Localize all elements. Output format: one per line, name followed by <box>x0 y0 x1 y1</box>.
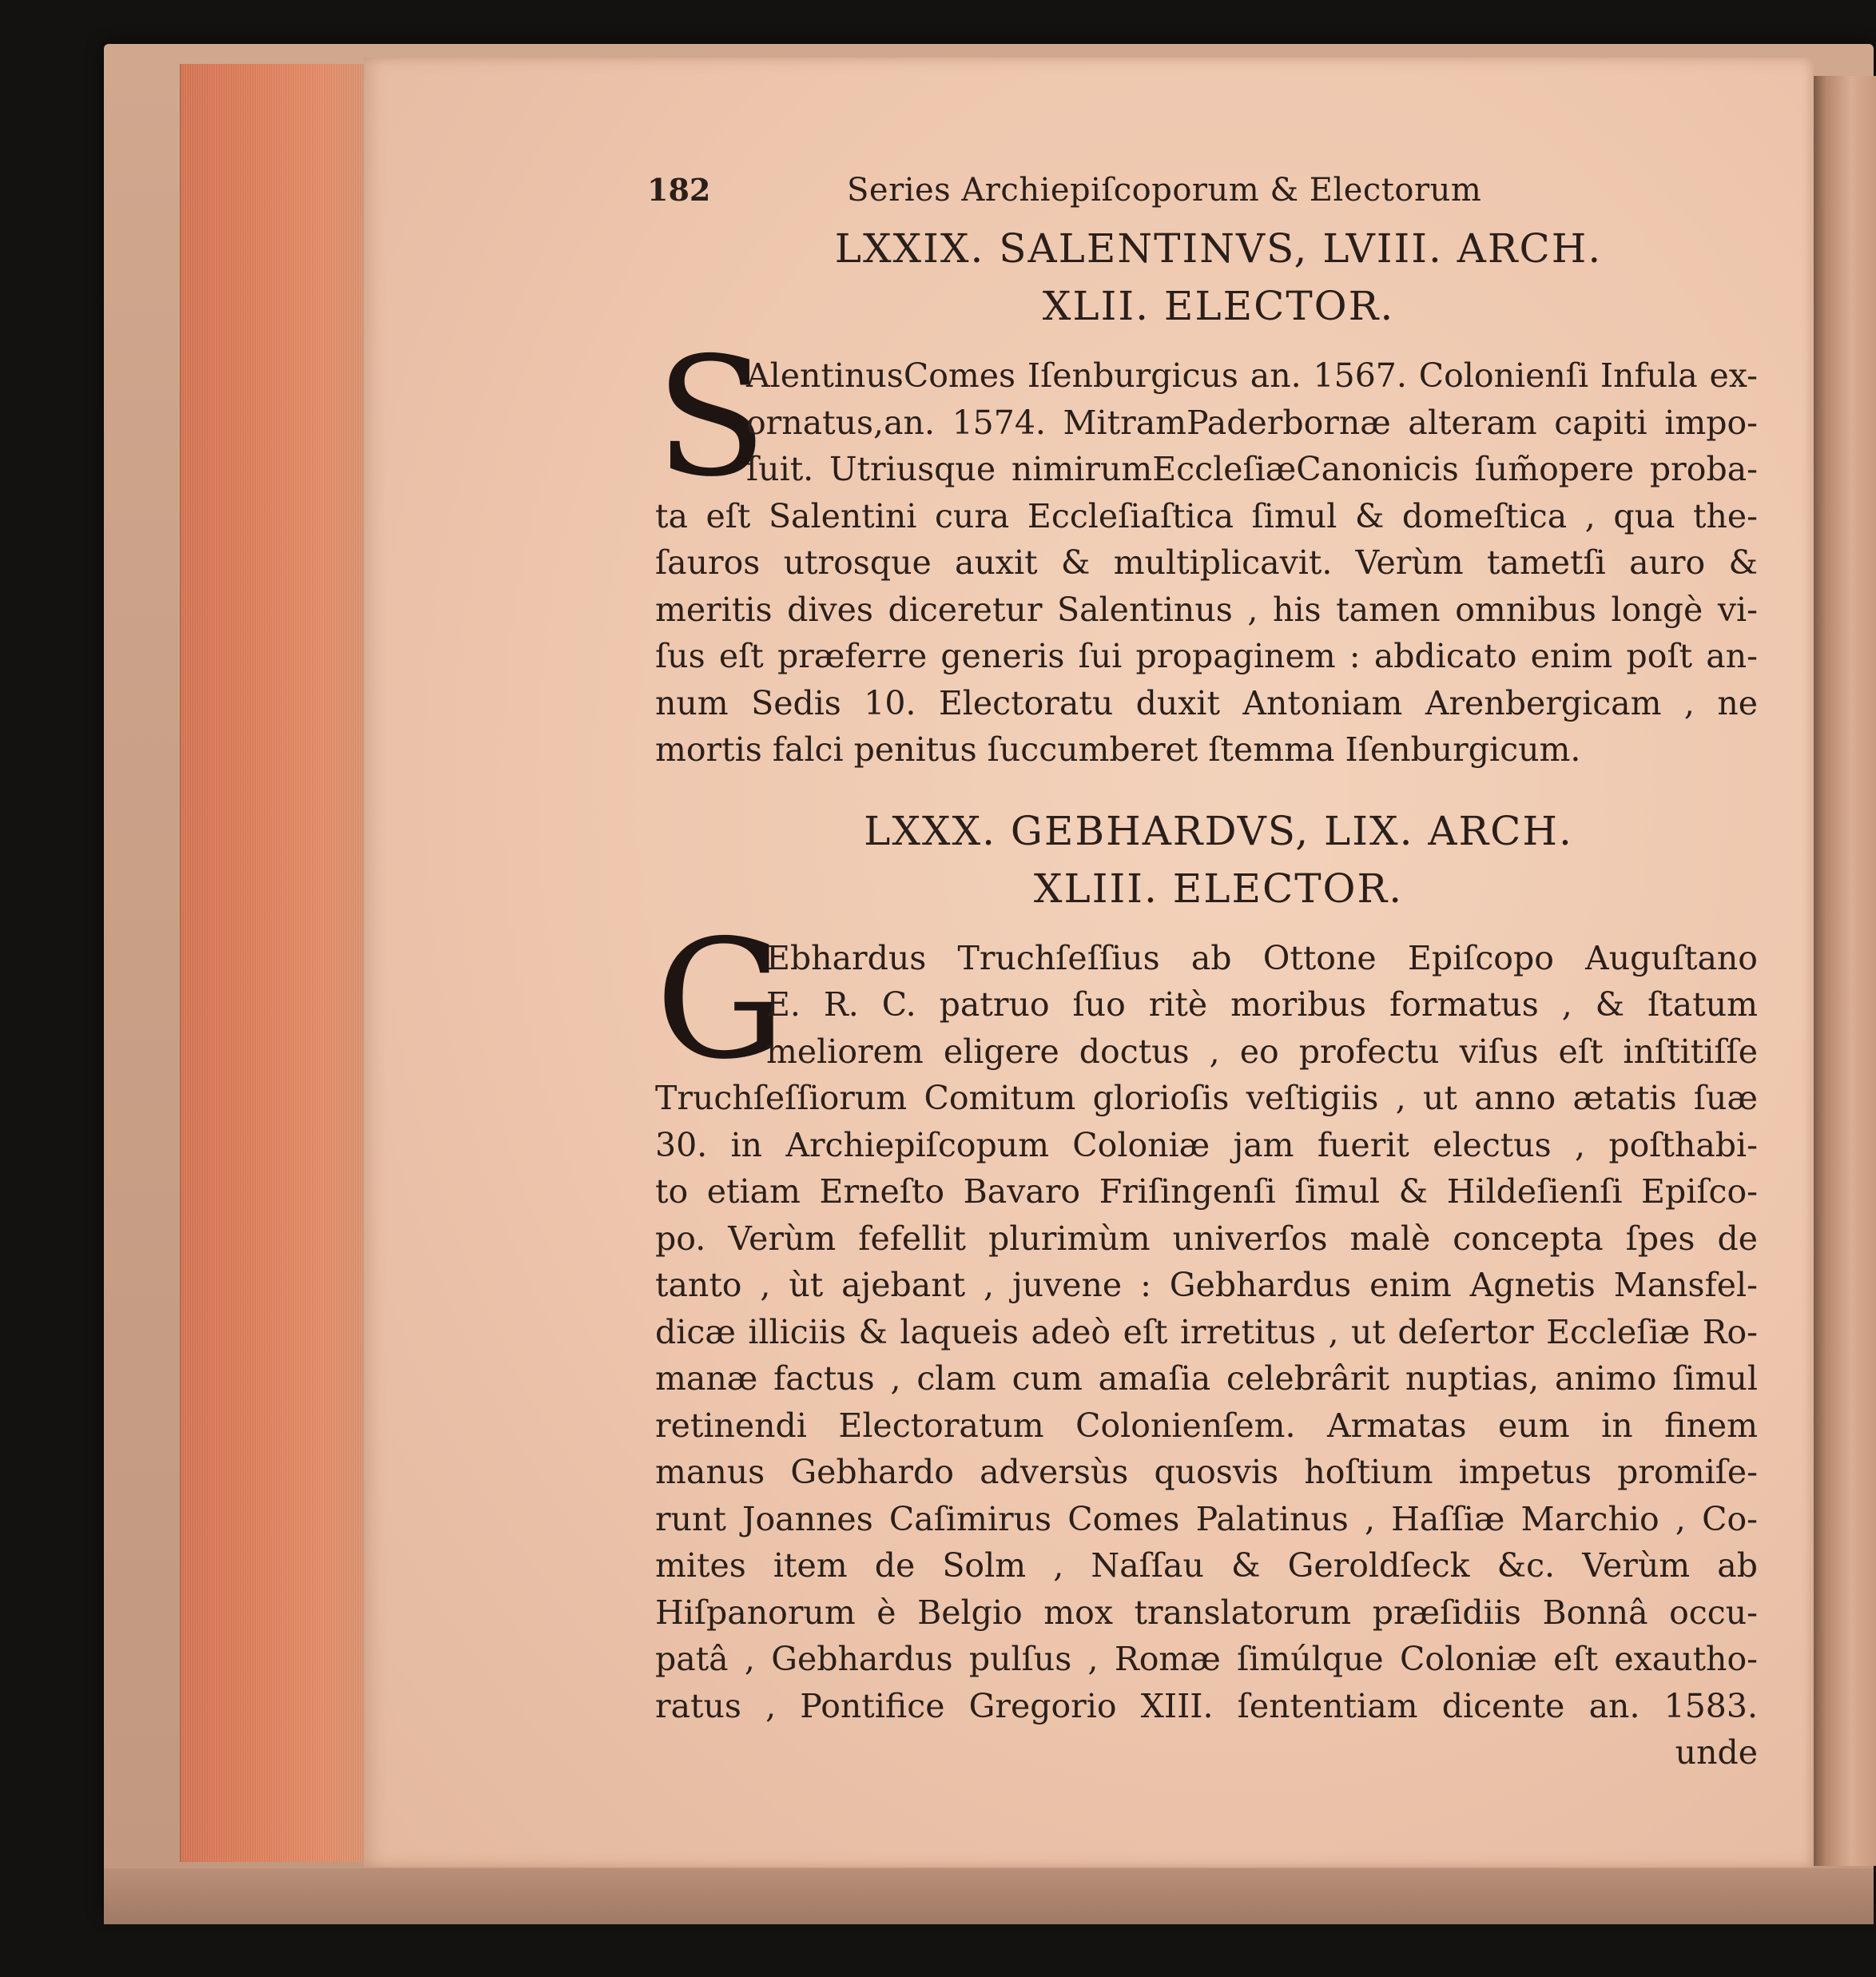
text-line: po. Verùm fefellit plurimùm univerſos malè concepta ſpes de <box>655 1219 1758 1258</box>
text-line: Truchſeſſiorum Comitum glorioſis veſtigiis , ut anno ætatis ſuæ <box>655 1079 1758 1117</box>
section1-subheading: XLII. ELECTOR. <box>1042 283 1395 329</box>
text-line: ſuit. Utriusque nimirumEccleſiæCanonicis ſum̃opere proba- <box>746 450 1758 488</box>
text-line: ratus , Pontifice Gregorio XIII. ſententiam dicente an. 1583. <box>655 1686 1758 1725</box>
text-line: manus Gebhardo adversùs quosvis hoſtium impetus promiſe- <box>655 1453 1758 1491</box>
running-title: Series Archiepiſcoporum & Electorum <box>847 172 1482 209</box>
drop-cap-g: G <box>655 905 786 1096</box>
section2-heading: LXXX. GEBHARDVS, LIX. ARCH. <box>864 807 1573 854</box>
text-line: meritis dives diceretur Salentinus , his tamen omnibus longè vi- <box>655 590 1758 629</box>
running-head <box>647 172 1758 220</box>
text-line: Hiſpanorum è Belgio mox translatorum præſidiis Bonnâ occu- <box>655 1593 1758 1632</box>
text-line: retinendi Electoratum Colonienſem. Armatas eum in finem <box>655 1406 1758 1445</box>
text-line: Ebhardus Truchſeſſius ab Ottone Epiſcopo Auguſtano <box>766 938 1758 977</box>
text-line: dicæ illiciis & laqueis adeò eſt irretitus , ut deſertor Eccleſiæ Ro- <box>655 1312 1758 1351</box>
catchword: unde <box>1675 1733 1758 1772</box>
text-line: manæ factus , clam cum amaſia celebrârit nuptias, animo ſimul <box>655 1359 1758 1398</box>
text-line: meliorem eligere doctus , eo profectu viſus eſt inſtitiſſe <box>766 1032 1758 1071</box>
drop-cap-s: S <box>655 323 768 513</box>
cover-bottom <box>104 1868 1874 1924</box>
section2-paragraph <box>655 905 1758 1730</box>
text-line: num Sedis 10. Electoratu duxit Antoniam Arenbergicam , ne <box>655 683 1758 722</box>
text-line: ſauros utrosque auxit & multiplicavit. Verùm tametſi auro & <box>655 543 1758 582</box>
section1-heading: LXXIX. SALENTINVS, LVIII. ARCH. <box>834 225 1603 272</box>
text-line: mortis falci penitus ſuccumberet ſtemma Iſenburgicum. <box>655 730 1581 769</box>
page-number: 182 <box>647 172 711 208</box>
text-line: to etiam Erneſto Bavaro Friſingenſi ſimul & Hildeſienſi Epiſco- <box>655 1172 1758 1211</box>
text-line: E. R. C. patruo ſuo ritè moribus formatus , & ſtatum <box>766 985 1758 1024</box>
text-line: tanto , ùt ajebant , juvene : Gebhardus enim Agnetis Mansfel- <box>655 1266 1758 1304</box>
text-line: ſus eſt præferre generis ſui propaginem : abdicato enim poſt an- <box>655 637 1758 675</box>
next-page-edge <box>1814 76 1876 1866</box>
page-text <box>647 172 1758 1776</box>
text-line: ornatus,an. 1574. MitramPaderbornæ alteram capiti impo- <box>746 403 1758 442</box>
text-line: mites item de Solm , Naſſau & Geroldſeck &c. Verùm ab <box>655 1546 1758 1585</box>
section2-subheading: XLIII. ELECTOR. <box>1033 865 1404 912</box>
text-line: 30. in Archiepiſcopum Coloniæ jam fuerit electus , poſthabi- <box>655 1125 1758 1164</box>
section1-paragraph <box>655 323 1758 774</box>
text-line: patâ , Gebhardus pulſus , Romæ ſimúlque Coloniæ eſt exautho- <box>655 1640 1758 1678</box>
text-line: AlentinusComes Iſenburgicus an. 1567. Colonienſi Infula ex- <box>746 356 1758 395</box>
text-line: ta eſt Salentini cura Eccleſiaſtica ſimul & domeſtica , qua the- <box>655 496 1758 535</box>
text-line: runt Joannes Caſimirus Comes Palatinus , Haſſiæ Marchio , Co- <box>655 1499 1758 1538</box>
page-edges <box>180 64 369 1862</box>
